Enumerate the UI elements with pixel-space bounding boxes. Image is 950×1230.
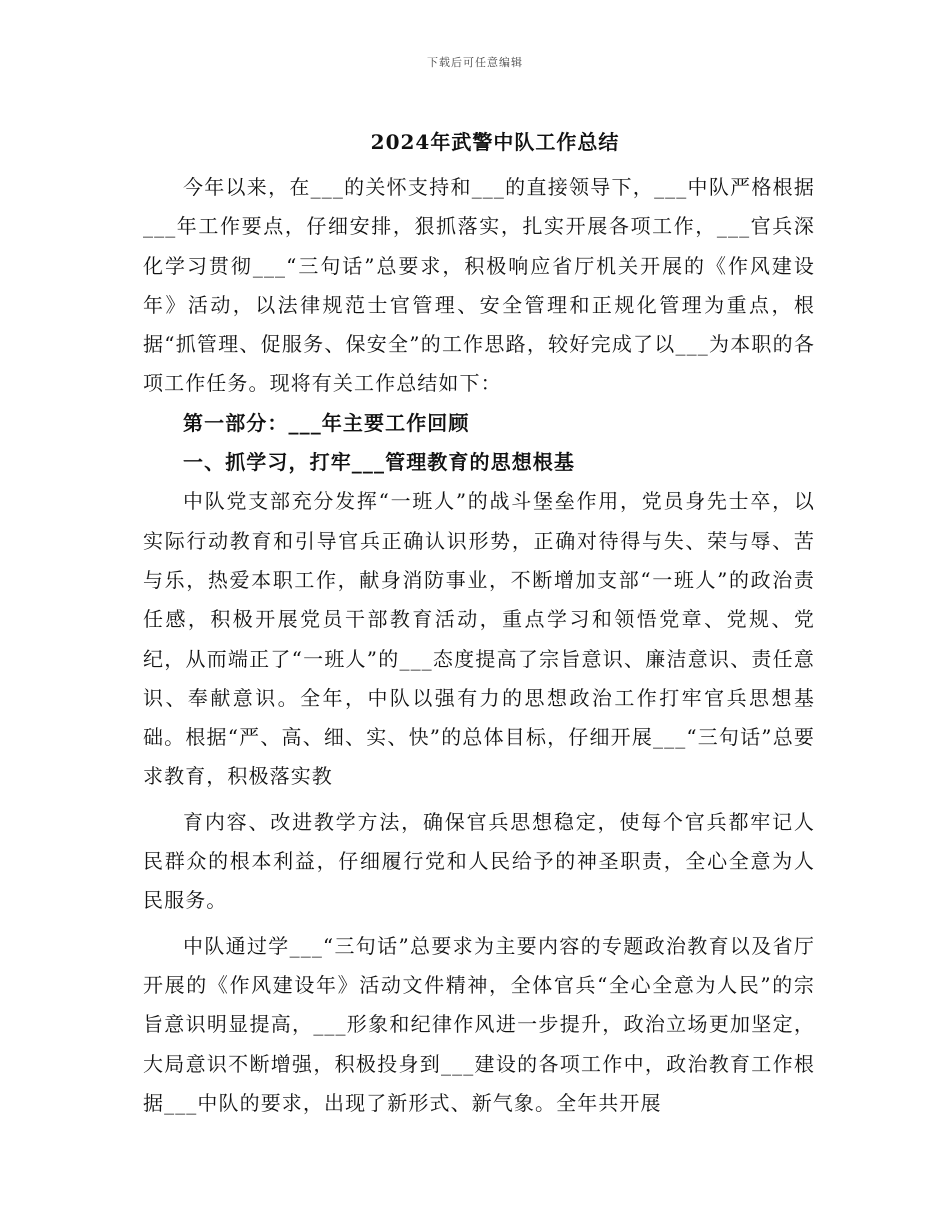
document-body — [143, 168, 815, 1123]
header-note: 下载后可任意编辑 — [427, 56, 523, 69]
section-one-heading: 一、抓学习，打牢___管理教育的思想根基 — [183, 450, 575, 475]
body-paragraph: 中队党支部充分发挥“一班人”的战斗堡垒作用，党员身先士卒，以实际行动教育和引导官兵正确认识形势，正确对待得与失、荣与辱、苦与乐，热爱本职工作，献身消防事业，不断增加支部“一班人”的政治责任感，积极开展党员干部教育活动，重点学习和领悟党章、党规、党纪，从而端正了“一班人”的___态度提高了宗旨意识、廉洁意识、责任意识、奉献意识。全年，中队以强有力的思想政治工作打牢官兵思想基础。根据“严、高、细、实、快”的总体目标，仔细开展___“三句话”总要求教育，积极落实教 — [143, 489, 815, 789]
body-paragraph: 中队通过学___“三句话”总要求为主要内容的专题政治教育以及省厅开展的《作风建设年》活动文件精神，全体官兵“全心全意为人民”的宗旨意识明显提高，___形象和纪律作风进一步提升，政治立场更加坚定，大局意识不断增强，积极投身到___建设的各项工作中，政治教育工作根据___中队的要求，出现了新形式、新气象。全年共开展 — [143, 933, 815, 1115]
part-one-heading: 第一部分：___年主要工作回顾 — [183, 410, 470, 435]
intro-paragraph: 今年以来，在___的关怀支持和___的直接领导下，___中队严格根据___年工作要点，仔细安排，狠抓落实，扎实开展各项工作，___官兵深化学习贯彻___“三句话”总要求，积极响应省厅机关开展的《作风建设年》活动，以法律规范士官管理、安全管理和正规化管理为重点，根据“抓管理、促服务、保安全”的工作思路，较好完成了以___为本职的各项工作任务。现将有关工作总结如下： — [143, 175, 815, 396]
document-title: 2024年武警中队工作总结 — [370, 130, 620, 154]
body-paragraph: 育内容、改进教学方法，确保官兵思想稳定，使每个官兵都牢记人民群众的根本利益，仔细履行党和人民给予的神圣职责，全心全意为人民服务。 — [143, 809, 815, 913]
